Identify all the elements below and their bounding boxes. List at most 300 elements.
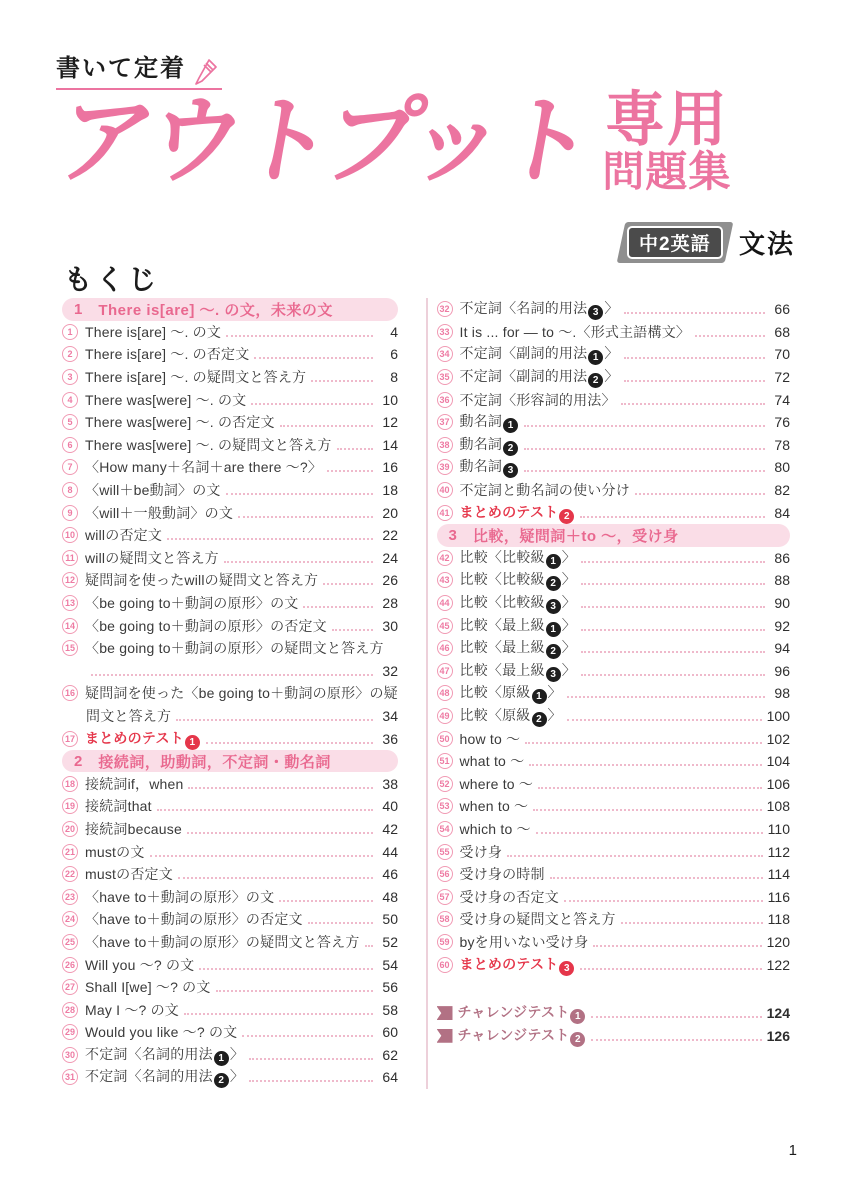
leader-dots	[525, 742, 761, 744]
entry-title: 不定詞と動名詞の使い分け	[459, 482, 630, 499]
filled-number-badge: 1	[546, 622, 561, 637]
toc-entry	[62, 818, 398, 841]
circled-number: 45	[437, 618, 453, 634]
circled-number: 16	[62, 685, 78, 701]
toc-entry	[62, 592, 398, 615]
toc-entry	[437, 366, 791, 389]
circled-number: 7	[62, 459, 78, 475]
entry-title: 不定詞〈副詞的用法 2 〉	[459, 368, 619, 387]
entry-line-1	[62, 637, 398, 660]
entry-title: There is[are] ～. の文	[85, 323, 222, 340]
toc-entry	[62, 863, 398, 886]
leader-dots	[332, 629, 373, 631]
toc-column-right	[437, 298, 791, 1089]
toc-entry	[437, 479, 791, 502]
entry-title: 受け身の疑問文と答え方	[459, 911, 616, 928]
leader-dots	[580, 968, 761, 970]
leader-dots	[624, 357, 765, 359]
leader-dots	[581, 561, 765, 563]
leader-dots	[591, 1016, 761, 1018]
page-number: 1	[788, 1142, 797, 1159]
circled-number: 14	[62, 618, 78, 634]
toc-entry	[437, 434, 791, 457]
entry-title: There is[are] ～. の否定文	[85, 346, 250, 363]
level-badge-row	[621, 222, 795, 263]
circled-number: 3	[62, 369, 78, 385]
entry-page: 86	[774, 549, 790, 566]
logo-sub-bottom: 問題集	[602, 147, 732, 195]
entry-title: 接続詞that	[85, 798, 152, 815]
column-divider	[426, 298, 428, 1089]
entry-page: 8	[390, 369, 398, 386]
entry-title: 受け身	[459, 843, 503, 860]
entry-title: 不定詞〈副詞的用法 1 〉	[459, 345, 619, 364]
circled-number: 9	[62, 505, 78, 521]
circled-number: 52	[437, 776, 453, 792]
circled-number: 35	[437, 369, 453, 385]
section-title: 接続詞，助動詞，不定詞・動名詞	[98, 753, 331, 771]
toc-title: もくじ	[64, 264, 161, 295]
entry-title: 不定詞〈名詞的用法 1 〉	[85, 1045, 245, 1064]
circled-number: 40	[437, 482, 453, 498]
entry-title: 疑問詞を使った〈be going to＋動詞の原形〉の疑	[85, 685, 398, 702]
flag-icon	[437, 1029, 453, 1043]
toc-entry	[437, 750, 791, 773]
toc-entry	[62, 976, 398, 999]
leader-dots	[303, 606, 373, 608]
circled-number: 50	[437, 731, 453, 747]
toc-entry	[437, 885, 791, 908]
filled-number-badge: 2	[503, 441, 518, 456]
circled-number: 37	[437, 414, 453, 430]
entry-page: 48	[382, 888, 398, 905]
entry-title: 疑問詞を使ったwillの疑問文と答え方	[85, 572, 319, 589]
circled-number: 34	[437, 346, 453, 362]
leader-dots	[280, 425, 373, 427]
entry-page: 40	[382, 798, 398, 815]
entry-page: 54	[382, 956, 398, 973]
entry-page: 76	[774, 414, 790, 431]
leader-dots	[581, 583, 765, 585]
leader-dots	[621, 403, 765, 405]
entry-title: willの否定文	[85, 527, 163, 544]
toc-entry	[437, 953, 791, 976]
circled-number: 6	[62, 437, 78, 453]
entry-page: 122	[766, 956, 790, 973]
circled-number: 46	[437, 640, 453, 656]
filled-number-badge: 3	[559, 961, 574, 976]
entry-page: 56	[382, 979, 398, 996]
filled-number-badge: 1	[185, 735, 200, 750]
toc-entry	[437, 569, 791, 592]
leader-dots	[624, 380, 765, 382]
leader-dots	[91, 674, 373, 676]
entry-page: 118	[767, 911, 790, 928]
leader-dots	[624, 312, 765, 314]
logo	[48, 82, 732, 202]
leader-dots	[157, 809, 373, 811]
entry-page: 18	[382, 482, 398, 499]
entry-page: 32	[382, 662, 398, 679]
circled-number: 53	[437, 798, 453, 814]
toc-entry	[62, 637, 398, 682]
leader-dots	[176, 719, 373, 721]
circled-number: 5	[62, 414, 78, 430]
leader-dots	[251, 403, 373, 405]
circled-number: 49	[437, 708, 453, 724]
level-badge-text: 中2英語	[627, 226, 723, 259]
circled-number: 39	[437, 459, 453, 475]
toc-entry	[62, 772, 398, 795]
toc-entry	[437, 660, 791, 683]
filled-number-badge: 1	[214, 1051, 229, 1066]
toc-entry	[62, 388, 398, 411]
leader-dots	[621, 922, 763, 924]
toc-entry	[437, 501, 791, 524]
leader-dots	[581, 651, 765, 653]
entry-title: 〈How many＋名詞＋are there ～?〉	[85, 459, 323, 476]
entry-title: 〈have to＋動詞の原形〉の文	[85, 888, 275, 905]
entry-page: 72	[774, 369, 790, 386]
entry-page: 58	[382, 1001, 398, 1018]
circled-number: 56	[437, 866, 453, 882]
entry-page: 38	[382, 775, 398, 792]
toc-entry	[62, 795, 398, 818]
leader-dots	[254, 357, 373, 359]
entry-title: when to ～	[459, 798, 529, 815]
circled-number: 8	[62, 482, 78, 498]
toc-section-header	[62, 750, 398, 773]
toc-entry	[62, 569, 398, 592]
filled-number-badge: 2	[532, 712, 547, 727]
entry-title: Will you ～? の文	[85, 956, 195, 973]
leader-dots	[524, 448, 765, 450]
entry-page: 112	[767, 843, 790, 860]
toc-entry	[62, 343, 398, 366]
flag-icon	[437, 1006, 453, 1020]
entry-page: 42	[382, 820, 398, 837]
circled-number: 24	[62, 911, 78, 927]
leader-dots	[308, 922, 373, 924]
entry-page: 10	[382, 391, 398, 408]
filled-number-badge: 2	[546, 644, 561, 659]
entry-title: which to ～	[459, 820, 531, 837]
entry-page: 98	[774, 685, 790, 702]
entry-title: 比較〈最上級 1 〉	[459, 616, 576, 635]
entry-title: mustの文	[85, 843, 145, 860]
filled-number-badge: 1	[570, 1009, 585, 1024]
level-badge	[617, 222, 733, 263]
entry-title: 比較〈最上級 3 〉	[459, 661, 576, 680]
circled-number: 23	[62, 889, 78, 905]
circled-number: 1	[62, 324, 78, 340]
leader-dots	[188, 787, 373, 789]
entry-page: 120	[766, 933, 790, 950]
entry-page: 50	[382, 911, 398, 928]
toc-entry	[62, 614, 398, 637]
toc-challenge-entry	[437, 1002, 791, 1025]
entry-page: 70	[774, 346, 790, 363]
entry-title: 〈be going to＋動詞の原形〉の文	[85, 595, 299, 612]
leader-dots	[593, 945, 761, 947]
entry-page: 34	[382, 707, 398, 724]
toc-entry	[437, 931, 791, 954]
entry-page: 66	[774, 301, 790, 318]
toc-entry	[62, 908, 398, 931]
leader-dots	[184, 1013, 373, 1015]
leader-dots	[365, 945, 373, 947]
entry-title: There was[were] ～. の否定文	[85, 414, 275, 431]
toc-entry	[62, 411, 398, 434]
entry-page: 96	[774, 662, 790, 679]
entry-page: 100	[766, 707, 790, 724]
entry-title: how to ～	[459, 730, 521, 747]
toc-entry	[437, 863, 791, 886]
tagline-text: 書いて定着	[56, 55, 186, 82]
logo-main-text: アウトプット	[48, 88, 598, 195]
leader-dots	[242, 1035, 373, 1037]
entry-page: 124	[766, 1005, 790, 1022]
toc-entry	[437, 456, 791, 479]
entry-title: Would you like ～? の文	[85, 1024, 238, 1041]
toc-entry	[437, 298, 791, 321]
filled-number-badge: 1	[532, 689, 547, 704]
leader-dots	[167, 538, 373, 540]
circled-number: 41	[437, 505, 453, 521]
toc-entry	[62, 547, 398, 570]
toc-entry	[62, 885, 398, 908]
toc-entry	[62, 524, 398, 547]
filled-number-badge: 3	[503, 463, 518, 478]
entry-page: 92	[774, 617, 790, 634]
entry-page: 60	[382, 1024, 398, 1041]
circled-number: 36	[437, 392, 453, 408]
circled-number: 2	[62, 346, 78, 362]
leader-dots	[311, 380, 373, 382]
toc-entry	[62, 1066, 398, 1089]
entry-page: 104	[766, 753, 790, 770]
entry-title: There was[were] ～. の文	[85, 391, 247, 408]
spacer	[437, 976, 791, 1002]
leader-dots	[524, 470, 765, 472]
circled-number: 59	[437, 934, 453, 950]
leader-dots	[216, 990, 373, 992]
entry-title: まとめのテスト 1	[85, 728, 201, 750]
entry-title: It is ... for — to ～.〈形式主語構文〉	[459, 323, 691, 340]
toc-entry	[62, 682, 398, 727]
entry-title: Shall I[we] ～? の文	[85, 979, 211, 996]
entry-page: 12	[382, 414, 398, 431]
entry-page: 16	[382, 459, 398, 476]
circled-number: 32	[437, 301, 453, 317]
filled-number-badge: 2	[570, 1032, 585, 1047]
entry-page: 68	[774, 323, 790, 340]
entry-page: 114	[767, 866, 790, 883]
circled-number: 17	[62, 731, 78, 747]
circled-number: 38	[437, 437, 453, 453]
circled-number: 21	[62, 844, 78, 860]
toc-section-header	[437, 524, 791, 547]
entry-title: 〈have to＋動詞の原形〉の疑問文と答え方	[85, 933, 360, 950]
toc-entry	[62, 840, 398, 863]
leader-dots	[226, 335, 373, 337]
entry-page: 52	[382, 933, 398, 950]
entry-line-2	[62, 660, 398, 683]
entry-title: 比較〈比較級 2 〉	[459, 571, 576, 590]
entry-page: 28	[382, 595, 398, 612]
toc-entry	[62, 953, 398, 976]
entry-title: 動名詞 3	[460, 456, 520, 478]
entry-title: 〈will＋一般動詞〉の文	[85, 504, 234, 521]
entry-title: 〈will＋be動詞〉の文	[85, 482, 221, 499]
toc-section-header	[62, 298, 398, 321]
leader-dots	[249, 1080, 373, 1082]
circled-number: 13	[62, 595, 78, 611]
circled-number: 15	[62, 640, 78, 656]
toc-entry	[62, 1021, 398, 1044]
toc-challenge-entry	[437, 1024, 791, 1047]
circled-number: 10	[62, 527, 78, 543]
entry-title: where to ～	[459, 775, 534, 792]
circled-number: 58	[437, 911, 453, 927]
leader-dots	[567, 696, 765, 698]
entry-page: 102	[766, 730, 790, 747]
entry-page: 84	[774, 504, 790, 521]
toc-entry	[437, 343, 791, 366]
entry-title: There is[are] ～. の疑問文と答え方	[85, 369, 307, 386]
toc-columns	[62, 298, 790, 1089]
logo-sub-top: 専用	[604, 85, 729, 153]
entry-page: 116	[767, 888, 790, 905]
entry-title: 接続詞if，when	[85, 775, 184, 792]
filled-number-badge: 1	[503, 418, 518, 433]
toc-entry	[62, 501, 398, 524]
entry-title: 動名詞 1	[460, 411, 520, 433]
toc-entry	[437, 908, 791, 931]
toc-entry	[437, 818, 791, 841]
entry-line-2	[62, 705, 398, 728]
leader-dots	[581, 674, 765, 676]
entry-page: 88	[774, 572, 790, 589]
filled-number-badge: 3	[546, 667, 561, 682]
entry-title: 不定詞〈名詞的用法 3 〉	[459, 300, 619, 319]
entry-title: mustの否定文	[85, 866, 173, 883]
leader-dots	[564, 900, 763, 902]
entry-title: 比較〈原級 1 〉	[459, 684, 562, 703]
section-number: 3	[448, 526, 457, 544]
toc-entry	[62, 727, 398, 750]
toc-entry	[437, 321, 791, 344]
entry-title: チャレンジテスト 1	[458, 1002, 587, 1024]
toc-entry	[62, 998, 398, 1021]
toc-entry	[62, 1044, 398, 1067]
filled-number-badge: 2	[546, 576, 561, 591]
toc-entry	[437, 772, 791, 795]
toc-entry	[62, 321, 398, 344]
entry-page: 110	[767, 820, 790, 837]
leader-dots	[529, 764, 761, 766]
entry-page: 22	[382, 527, 398, 544]
leader-dots	[536, 832, 763, 834]
section-title: There is[are] ～. の文，未来の文	[98, 301, 333, 319]
entry-title: willの疑問文と答え方	[85, 549, 219, 566]
toc-entry	[437, 727, 791, 750]
leader-dots	[580, 516, 765, 518]
toc-entry	[62, 931, 398, 954]
circled-number: 60	[437, 957, 453, 973]
entry-title: 〈have to＋動詞の原形〉の否定文	[85, 911, 303, 928]
entry-page: 4	[390, 323, 398, 340]
leader-dots	[178, 877, 373, 879]
entry-title: 比較〈最上級 2 〉	[459, 639, 576, 658]
toc-entry	[437, 637, 791, 660]
toc-entry	[437, 705, 791, 728]
circled-number: 22	[62, 866, 78, 882]
circled-number: 42	[437, 550, 453, 566]
toc-entry	[62, 479, 398, 502]
entry-title: 〈be going to＋動詞の原形〉の否定文	[85, 617, 327, 634]
circled-number: 20	[62, 821, 78, 837]
entry-page: 106	[766, 775, 790, 792]
leader-dots	[581, 606, 765, 608]
leader-dots	[591, 1039, 761, 1041]
leader-dots	[150, 855, 373, 857]
leader-dots	[279, 900, 373, 902]
entry-title: 不定詞〈形容詞的用法〉	[459, 391, 616, 408]
logo-subtitle	[602, 85, 732, 195]
entry-title: 〈be going to＋動詞の原形〉の疑問文と答え方	[85, 640, 384, 657]
entry-page: 126	[766, 1027, 790, 1044]
toc-entry	[437, 840, 791, 863]
leader-dots	[199, 968, 373, 970]
entry-page: 24	[382, 549, 398, 566]
circled-number: 57	[437, 889, 453, 905]
filled-number-badge: 2	[559, 509, 574, 524]
circled-number: 55	[437, 844, 453, 860]
toc-entry	[62, 434, 398, 457]
toc-entry	[437, 547, 791, 570]
entry-page: 26	[382, 572, 398, 589]
entry-page: 108	[766, 798, 790, 815]
leader-dots	[224, 561, 373, 563]
leader-dots	[206, 742, 373, 744]
circled-number: 18	[62, 776, 78, 792]
toc-entry	[437, 592, 791, 615]
entry-page: 90	[774, 595, 790, 612]
leader-dots	[323, 583, 373, 585]
leader-dots	[327, 470, 373, 472]
circled-number: 43	[437, 572, 453, 588]
entry-page: 44	[382, 843, 398, 860]
leader-dots	[538, 787, 762, 789]
entry-title: まとめのテスト 3	[460, 954, 576, 976]
toc-entry	[437, 795, 791, 818]
entry-page: 30	[382, 617, 398, 634]
circled-number: 4	[62, 392, 78, 408]
toc-entry	[437, 682, 791, 705]
circled-number: 33	[437, 324, 453, 340]
leader-dots	[695, 335, 765, 337]
entry-title: 不定詞〈名詞的用法 2 〉	[85, 1068, 245, 1087]
leader-dots	[249, 1058, 373, 1060]
leader-dots	[226, 493, 373, 495]
entry-title: 接続詞because	[85, 820, 182, 837]
section-title: 比較，疑問詞＋to ～，受け身	[472, 527, 679, 545]
circled-number: 29	[62, 1024, 78, 1040]
section-number: 1	[74, 300, 83, 318]
circled-number: 51	[437, 753, 453, 769]
entry-title-continued: 問文と答え方	[86, 707, 172, 724]
